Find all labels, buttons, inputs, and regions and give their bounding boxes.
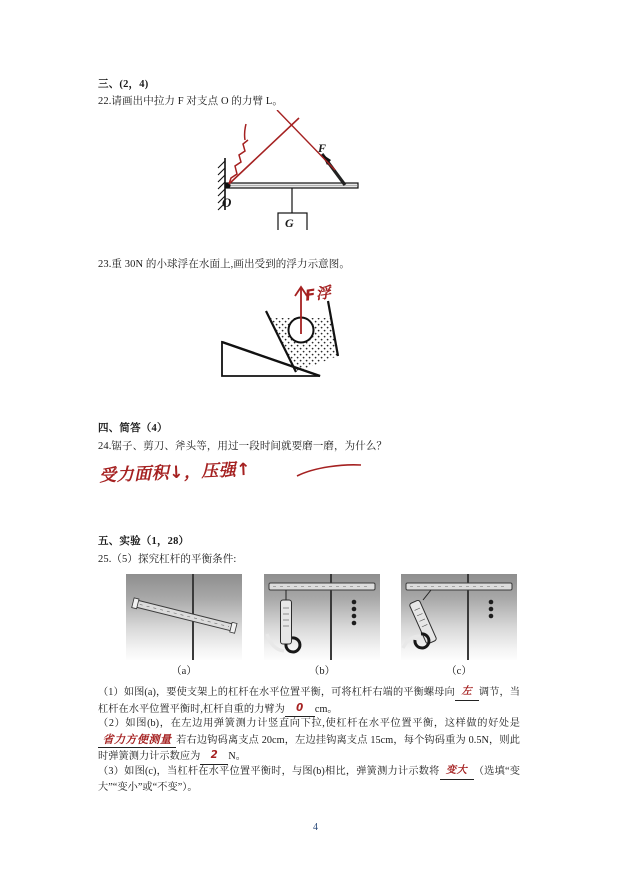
tilted-lever-a — [126, 574, 242, 660]
label-pivot-o: O — [222, 195, 232, 210]
buoyancy-diagram-svg — [200, 278, 400, 393]
section-heading-five: 五、实验（1，28） — [98, 536, 190, 547]
question-25-item-2 — [98, 716, 520, 765]
question-25-item-3 — [98, 763, 520, 795]
item-2-text-a: 如图(b)，在左边用弹簧测力计竖直向下拉,使杠杆在水平位置平衡，这样做的好处是 — [125, 718, 520, 729]
figure-caption-b: （b） — [308, 666, 336, 677]
handwritten-answer-24: 受力面积↓，压强↑ — [98, 459, 252, 487]
item-1-answer-2[interactable]: 0 — [285, 701, 315, 718]
lever-photo-b — [264, 574, 380, 660]
item-2-answer-2[interactable]: 2 — [200, 748, 228, 765]
question-23-diagram — [200, 278, 400, 393]
item-2-text-b: 若右边钩码离支点 20cm，左边挂钩离支点 15cm，每个钩码重为 0.5N，则此时弹簧测力计示数应为 — [98, 734, 520, 763]
section-heading-three: 三、(2，4) — [98, 79, 149, 90]
item-3-text-b: （选填“变大”“变小”或“不变”）。 — [98, 766, 520, 793]
label-weight-g: G — [285, 216, 294, 230]
question-25-title: 25.（5）探究杠杆的平衡条件: — [98, 554, 237, 565]
item-3-label: （3） — [98, 766, 125, 777]
handwritten-buoyancy-label: F浮 — [303, 283, 333, 305]
item-3-text-a: 如图(c)，当杠杆在水平位置平衡时，与图(b)相比，弹簧测力计示数将 — [124, 766, 440, 777]
item-3-answer-1[interactable]: 变大 — [440, 763, 474, 780]
question-22-diagram — [195, 110, 395, 230]
section-heading-four: 四、简答（4） — [98, 423, 168, 434]
lever-setup-b-svg — [264, 574, 380, 660]
item-2-label: （2） — [98, 718, 126, 729]
question-22-text: 22.请画出中拉力 F 对支点 O 的力臂 L。 — [98, 96, 283, 107]
lever-bar — [226, 183, 358, 188]
page-number: 4 — [313, 822, 318, 833]
item-1-text-a: 如图(a)，要使支架上的杠杆在水平位置平衡，可将杠杆右端的平衡螺母向 — [123, 687, 455, 698]
lever-force-diagram-svg — [195, 110, 395, 230]
force-arrow-f — [322, 154, 345, 185]
question-24-text: 24.锯子、剪刀、斧头等，用过一段时间就要磨一磨，为什么？ — [98, 441, 388, 452]
item-2-answer-1[interactable]: 省力方便测量 — [98, 732, 176, 749]
item-1-text-c: cm。 — [314, 703, 338, 715]
figure-caption-a: （a） — [171, 666, 197, 677]
lever-photo-c — [401, 574, 517, 660]
item-2-text-c: N。 — [228, 751, 247, 763]
lever-photo-a — [126, 574, 242, 660]
label-force-f: F — [318, 141, 327, 155]
item-1-answer-1[interactable]: 左 — [455, 684, 479, 701]
handwritten-stroke-24 — [295, 462, 365, 480]
question-25-item-1 — [98, 684, 520, 717]
item-1-text-b: 调节，当杠杆在水平位置平衡时,杠杆自重的力臂为 — [98, 687, 520, 715]
question-23-text: 23.重 30N 的小球浮在水面上,画出受到的浮力示意图。 — [98, 259, 350, 270]
figure-caption-c: （c） — [446, 666, 472, 677]
item-1-label: （1） — [98, 687, 124, 698]
lever-setup-c-svg — [401, 574, 517, 660]
